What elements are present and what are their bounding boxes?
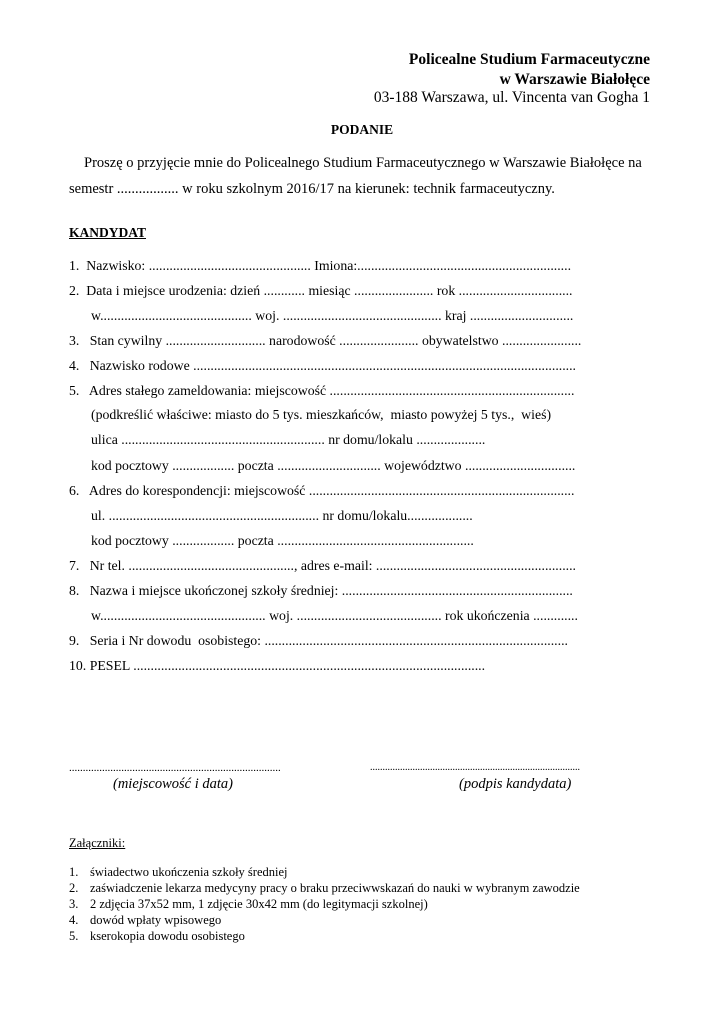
- field-surname-names: 1. Nazwisko: ............................................... Imiona:..............................................................: [69, 258, 572, 273]
- field-correspondence-street: ul. ............................................................. nr domu/lokalu...................: [91, 508, 473, 523]
- attachment-item: [69, 865, 288, 880]
- institution-address: 03-188 Warszawa, ul. Vincenta van Gogha 1: [373, 89, 650, 106]
- field-permanent-address: 5. Adres stałego zameldowania: miejscowość .......................................................................: [69, 383, 575, 398]
- field-birth-date: 2. Data i miejsce urodzenia: dzień ............ miesiąc ....................... rok .................................: [69, 283, 573, 298]
- field-maiden-name: 4. Nazwisko rodowe ...............................................................................................................: [69, 358, 577, 373]
- institution-name: Policealne Studium Farmaceutyczne: [408, 51, 650, 68]
- institution-city: w Warszawie Białołęce: [499, 71, 650, 88]
- field-id-number: 9. Seria i Nr dowodu osobistego: ........................................................................................: [69, 633, 568, 648]
- field-school-name: 8. Nazwa i miejsce ukończonej szkoły średniej: ...................................................................: [69, 583, 573, 598]
- field-correspondence-postal: kod pocztowy .................. poczta .........................................................: [91, 533, 474, 548]
- intro-line-1: Proszę o przyjęcie mnie do Policealnego Studium Farmaceutycznego w Warszawie Białołęce na: [84, 155, 642, 171]
- field-phone-email: 7. Nr tel. ................................................, adres e-mail: ..........................................................: [69, 558, 576, 573]
- attachment-text: 2 zdjęcia 37x52 mm, 1 zdjęcie 30x42 mm (do legitymacji szkolnej): [90, 897, 428, 911]
- field-marital-status: 3. Stan cywilny ............................. narodowość ....................... obywatelstwo .......................: [69, 333, 582, 348]
- attachment-number: 3.: [69, 897, 79, 911]
- attachment-number: 1.: [69, 865, 79, 879]
- attachments-heading: Załączniki:: [69, 836, 126, 850]
- field-pesel: 10. PESEL ......................................................................................................: [69, 658, 486, 673]
- field-postal-code: kod pocztowy .................. poczta .............................. województwo ................................: [91, 458, 576, 473]
- attachment-number: 2.: [69, 881, 79, 895]
- attachment-text: kserokopia dowodu osobistego: [90, 929, 245, 943]
- field-school-location: w................................................ woj. .......................................... rok ukończenia .............: [91, 608, 578, 623]
- attachment-text: zaświadczenie lekarza medycyny pracy o braku przeciwwskazań do nauki w wybranym zawodzie: [90, 881, 580, 895]
- field-correspondence-address: 6. Adres do korespondencji: miejscowość .............................................................................: [69, 483, 575, 498]
- signature-line: ....................................................................................: [370, 762, 580, 773]
- document-title: PODANIE: [330, 122, 394, 137]
- attachment-item: [69, 929, 245, 944]
- section-title-candidate: KANDYDAT: [69, 225, 146, 240]
- field-birth-place: w............................................ woj. .............................................. kraj ..............................: [91, 308, 574, 323]
- signature-caption: (podpis kandydata): [459, 776, 572, 792]
- attachment-item: [69, 897, 428, 912]
- intro-line-2: semestr ................. w roku szkolnym 2016/17 na kierunek: technik farmaceutyczny.: [69, 181, 555, 197]
- attachment-number: 5.: [69, 929, 79, 943]
- attachment-item: [69, 913, 221, 928]
- attachment-number: 4.: [69, 913, 79, 927]
- attachment-text: dowód wpłaty wpisowego: [90, 913, 222, 927]
- place-date-line: .............................................................................: [69, 762, 281, 774]
- attachment-item: [69, 881, 580, 896]
- attachment-text: świadectwo ukończenia szkoły średniej: [90, 865, 288, 879]
- place-date-caption: (miejscowość i data): [113, 776, 234, 792]
- field-town-size-note: (podkreślić właściwe: miasto do 5 tys. mieszkańców, miasto powyżej 5 tys., wieś): [91, 407, 552, 422]
- field-street: ulica ........................................................... nr domu/lokalu ....................: [91, 432, 486, 447]
